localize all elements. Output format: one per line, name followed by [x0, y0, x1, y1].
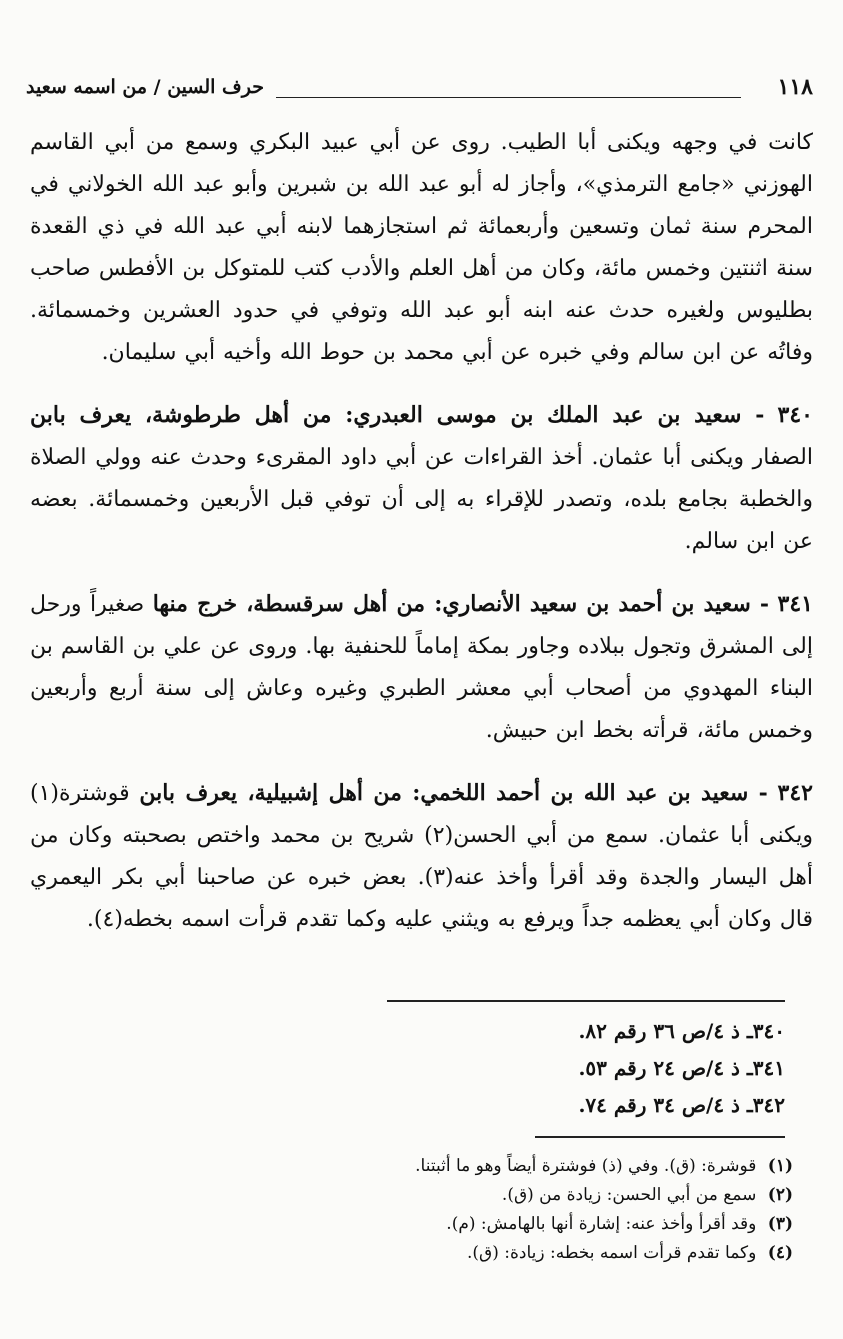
- header-rule: [276, 97, 741, 98]
- text-line: بصحبته وكان من أهل اليسار والجدة وقد أقرأ وأخذ عنه(٣). بعض خبره عن صاحبنا: [30, 823, 814, 890]
- entry-number: ٣٤١: [777, 591, 813, 617]
- page-number: ١١٨: [777, 74, 813, 100]
- text-line: - سعيد بن عبد الله بن أحمد اللخمي: من أهل إشبيلية، يعرف بابن: [139, 780, 768, 806]
- footnotes-separator: [535, 1136, 785, 1138]
- footnote: [373, 1181, 793, 1210]
- footnote-number: (٢): [767, 1185, 793, 1205]
- text-line: اثنتين وخمس مائة، وكان من أهل العلم والأدب كتب للمتوكل بن الأفطس صاحب: [30, 256, 768, 281]
- footnote-text: سمع من أبي الحسن: زيادة من (ق).: [501, 1185, 757, 1205]
- text-line: عن ابن سالم وفي خبره عن أبي محمد بن حوط الله وأخيه أبي سليمان.: [101, 340, 760, 365]
- text-line: - سعيد بن عبد الملك بن موسى العبدري: من أهل طرطوشة، يعرف بابن: [30, 402, 765, 428]
- text-line: قوشترة(١) ويكنى أبا عثمان. سمع من أبي الحسن(٢) شريح بن محمد واختص: [30, 781, 813, 848]
- entry-342: [30, 772, 813, 941]
- main-text: [30, 122, 813, 961]
- footnote: [373, 1239, 793, 1268]
- entry-341: [30, 583, 813, 752]
- footnote-text: وقد أقرأ وأخذ عنه: إشارة أنها بالهامش: (م).: [446, 1214, 757, 1234]
- text-line: بخطه(٤).: [86, 907, 174, 932]
- source-reference: ٣٤٠ـ ذ ٤/ص ٣٦ رقم ٨٢.: [578, 1019, 785, 1043]
- entry-number: ٣٤٠: [777, 402, 813, 428]
- footnote-text: وكما تقدم قرأت اسمه بخطه: زيادة: (ق).: [467, 1243, 757, 1263]
- footnote-text: قوشرة: (ق). وفي (ذ) فوشترة أيضاً وهو ما أثبتنا.: [415, 1156, 757, 1176]
- source-references: [485, 1013, 785, 1124]
- text-line: المحرم سنة ثمان وتسعين وأربعمائة ثم استجازهما لابنه أبي عبد الله في ذي القعدة سنة: [30, 214, 813, 281]
- source-reference: ٣٤١ـ ذ ٤/ص ٢٤ رقم ٥٣.: [578, 1056, 785, 1080]
- page-header: [26, 70, 813, 110]
- entry-340: [30, 394, 813, 563]
- text-line: كانت في وجهه ويكنى أبا الطيب. روى عن أبي عبيد البكري وسمع من أبي القاسم: [30, 130, 813, 155]
- footnotes: [373, 1152, 793, 1268]
- text-line: أبي بكر اليعمري قال وكان أبي يعظمه جداً ويرفع به ويثني عليه وكما تقدم قرأت اسمه: [30, 865, 813, 932]
- text-line: الهوزني «جامع الترمذي»، وأجاز له أبو عبد الله بن شبرين وأبو عبد الله الخولاني في: [30, 172, 813, 197]
- footnote-number: (٣): [767, 1214, 793, 1234]
- footnote-number: (١): [767, 1156, 793, 1176]
- text-line: علي بن القاسم بن البناء المهدوي من أصحاب أبي معشر الطبري وغيره وعاش إلى سنة: [30, 634, 814, 701]
- text-line: الصفار ويكنى أبا عثمان. أخذ القراءات عن أبي داود المقرىء وحدث عنه وولي الصلاة: [30, 445, 813, 470]
- sources-separator: [387, 1000, 785, 1002]
- text-line: عن ابن سالم.: [684, 529, 813, 554]
- source-reference: ٣٤٢ـ ذ ٤/ص ٣٤ رقم ٧٤.: [578, 1093, 785, 1117]
- text-line: بطليوس ولغيره حدث عنه ابنه أبو عبد الله وتوفي في حدود العشرين وخمسمائة. وفاتُه: [30, 298, 813, 365]
- paragraph-continuation: [30, 122, 813, 374]
- text-line: - سعيد بن أحمد بن سعيد الأنصاري: من أهل سرقسطة، خرج منها: [152, 591, 770, 617]
- text-line: أربع وأربعين وخمس مائة، قرأته بخط ابن حبيش.: [30, 676, 813, 743]
- footnote: [373, 1210, 793, 1239]
- footnote-number: (٤): [767, 1243, 793, 1263]
- text-line: والخطبة بجامع بلده، وتصدر للإقراء به إلى أن توفي قبل الأربعين وخمسمائة. بعضه: [30, 487, 813, 512]
- text-line: صغيراً ورحل إلى المشرق وتجول ببلاده وجاور بمكة إماماً للحنفية بها. وروى عن: [30, 592, 813, 659]
- entry-number: ٣٤٢: [777, 780, 813, 806]
- running-title: حرف السين / من اسمه سعيد: [26, 76, 264, 98]
- footnote: [373, 1152, 793, 1181]
